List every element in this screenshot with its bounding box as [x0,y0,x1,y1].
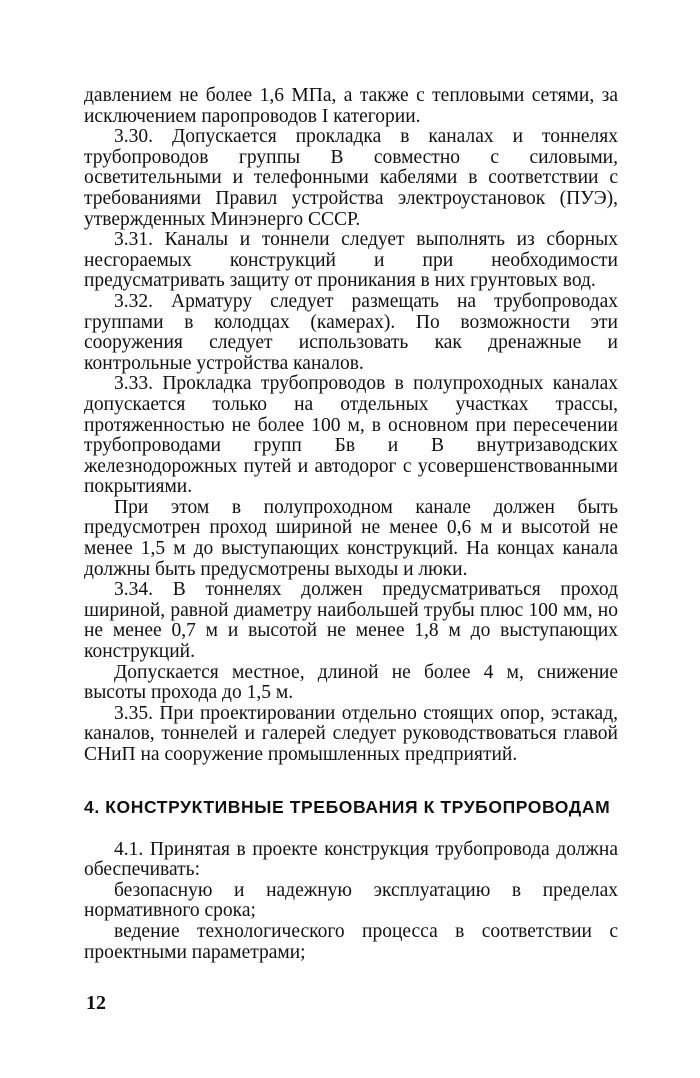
paragraph-3-30 [84,127,618,230]
paragraph-text: ведение технологического процесса в соответствии с проектными параметрами; [84,920,618,963]
paragraph-continuation [84,86,618,127]
paragraph-text: В тоннелях должен предусматриваться проход шириной, равной диаметру наибольшей трубы плюс 100 мм, но не менее 0,7 м и высотой не менее 1,8 м до выступающих конструкций. [84,579,618,663]
paragraph-3-32 [84,292,618,374]
paragraph-text: Принятая в проекте конструкция трубопровода должна обеспечивать: [84,838,618,881]
list-item [84,881,618,922]
document-page [84,86,618,963]
section-heading: 4. КОНСТРУКТИВНЫЕ ТРЕБОВАНИЯ К ТРУБОПРОВОДАМ [84,796,611,817]
paragraph-number: 3.34. [114,579,153,601]
paragraph-number: 3.30. [114,126,153,148]
page-number: 12 [86,992,106,1014]
paragraph-3-35 [84,704,618,766]
paragraph-text: Каналы и тоннели следует выполнять из сборных несгораемых конструкций и при необходимости предусматривать защиту от проникания в них грунтовых вод. [84,229,618,292]
paragraph-number: 4.1. [114,838,144,860]
paragraph-4-1 [84,840,618,881]
paragraph-3-31 [84,230,618,292]
paragraph-3-34-continued [84,663,618,704]
paragraph-text: Арматуру следует размещать на трубопроводах группами в колодцах (камерах). По возможности эти сооружения следует использовать как дренажные и контрольные устройства каналов. [84,290,618,374]
paragraph-text: Допускается местное, длиной не более 4 м, снижение высоты прохода до 1,5 м. [84,661,618,704]
list-item [84,922,618,963]
paragraph-3-34 [84,580,618,662]
paragraph-text: Допускается прокладка в каналах и тоннелях трубопроводов группы В совместно с силовыми, осветительными и телефонными кабелями в соответствии с требованиями Правил устройства электроустановок (ПУЭ), утвержденных Минэнерго СССР. [84,126,618,230]
paragraph-number: 3.35. [114,702,153,724]
paragraph-text: безопасную и надежную эксплуатацию в пределах нормативного срока; [84,879,618,922]
paragraph-number: 3.31. [114,229,153,251]
paragraph-number: 3.32. [114,290,153,312]
paragraph-text: При этом в полупроходном канале должен быть предусмотрен проход шириной не менее 0,6 м и высотой не менее 1,5 м до выступающих конструкций. На концах канала должны быть предусмотрены выходы и люки. [84,496,618,580]
paragraph-text: давлением не более 1,6 МПа, а также с тепловыми сетями, за исключением паропроводов I категории. [84,85,618,127]
paragraph-number: 3.33. [114,373,153,395]
paragraph-3-33 [84,374,618,498]
paragraph-text: При проектировании отдельно стоящих опор, эстакад, каналов, тоннелей и галерей следует руководствоваться главой СНиП на сооружение промышленных предприятий. [84,702,618,765]
paragraph-text: Прокладка трубопроводов в полупроходных каналах допускается только на отдельных участках трассы, протяженностью не более 100 м, в основном при пересечении трубопроводами групп Бв и В внутризаводских железнодорожных путей и автодорог с усовершенствованными покрытиями. [84,373,618,498]
paragraph-3-33-continued [84,498,618,580]
